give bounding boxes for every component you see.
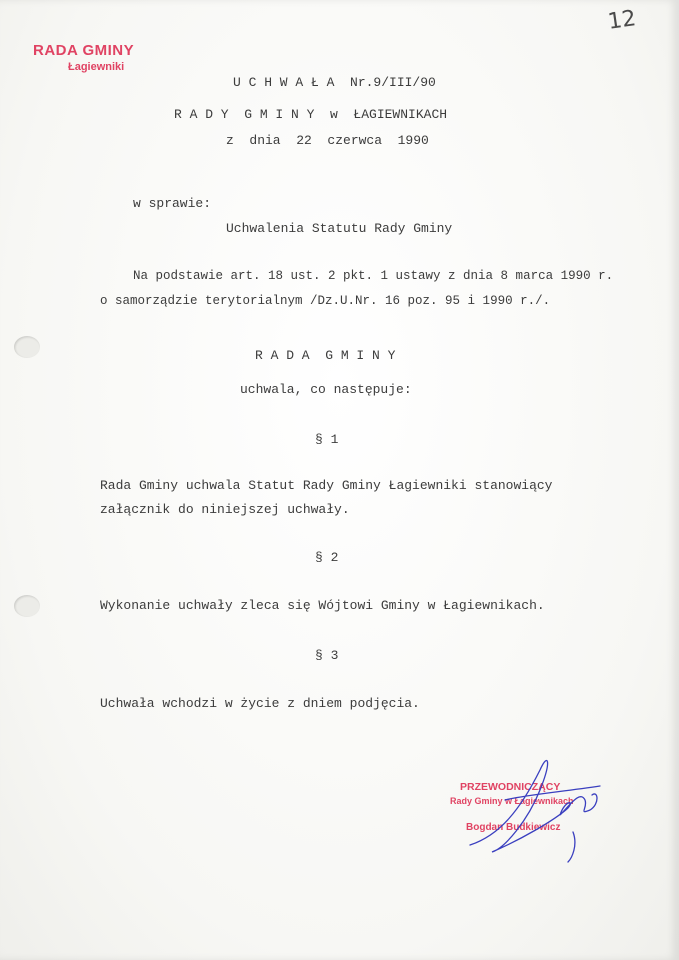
council-heading: R A D A G M I N Y <box>255 348 396 363</box>
punch-hole-top <box>14 336 40 358</box>
section-1-line2: załącznik do niniejszej uchwały. <box>100 502 350 517</box>
resolution-council-line: R A D Y G M I N Y w ŁAGIEWNIKACH <box>174 107 448 122</box>
section-3-line1: Uchwała wchodzi w życie z dniem podjęcia. <box>100 696 420 711</box>
resolution-title: U C H W A Ł A Nr.9/III/90 <box>233 75 436 90</box>
section-2-line1: Wykonanie uchwały zleca się Wójtowi Gminy w Łagiewnikach. <box>100 598 545 613</box>
signature-stamp-line3: Bogdan Budkiewicz <box>466 822 561 833</box>
signature-stamp-line2: Rady Gminy w Łagiewnikach <box>450 796 574 806</box>
section-1-line1: Rada Gminy uchwala Statut Rady Gminy Łagiewniki stanowiący <box>100 478 553 493</box>
section-2-mark: § 2 <box>315 550 339 565</box>
section-1-mark: § 1 <box>315 432 339 447</box>
resolution-date: z dnia 22 czerwca 1990 <box>226 133 429 148</box>
subject-text: Uchwalenia Statutu Rady Gminy <box>226 221 453 236</box>
handwritten-page-number: 12 <box>606 6 638 35</box>
header-stamp-line1: RADA GMINY <box>33 42 135 59</box>
punch-hole-bottom <box>14 595 40 617</box>
subject-label: w sprawie: <box>133 196 212 211</box>
signature-stamp-line1: PRZEWODNICZĄCY <box>460 781 561 793</box>
header-stamp-line2: Łagiewniki <box>68 61 125 73</box>
council-resolves: uchwala, co następuje: <box>240 382 412 397</box>
legal-basis-line2: o samorządzie terytorialnym /Dz.U.Nr. 16 poz. 95 i 1990 r./. <box>100 294 551 308</box>
legal-basis-line1: Na podstawie art. 18 ust. 2 pkt. 1 ustawy z dnia 8 marca 1990 r. <box>133 269 614 283</box>
section-3-mark: § 3 <box>315 648 339 663</box>
